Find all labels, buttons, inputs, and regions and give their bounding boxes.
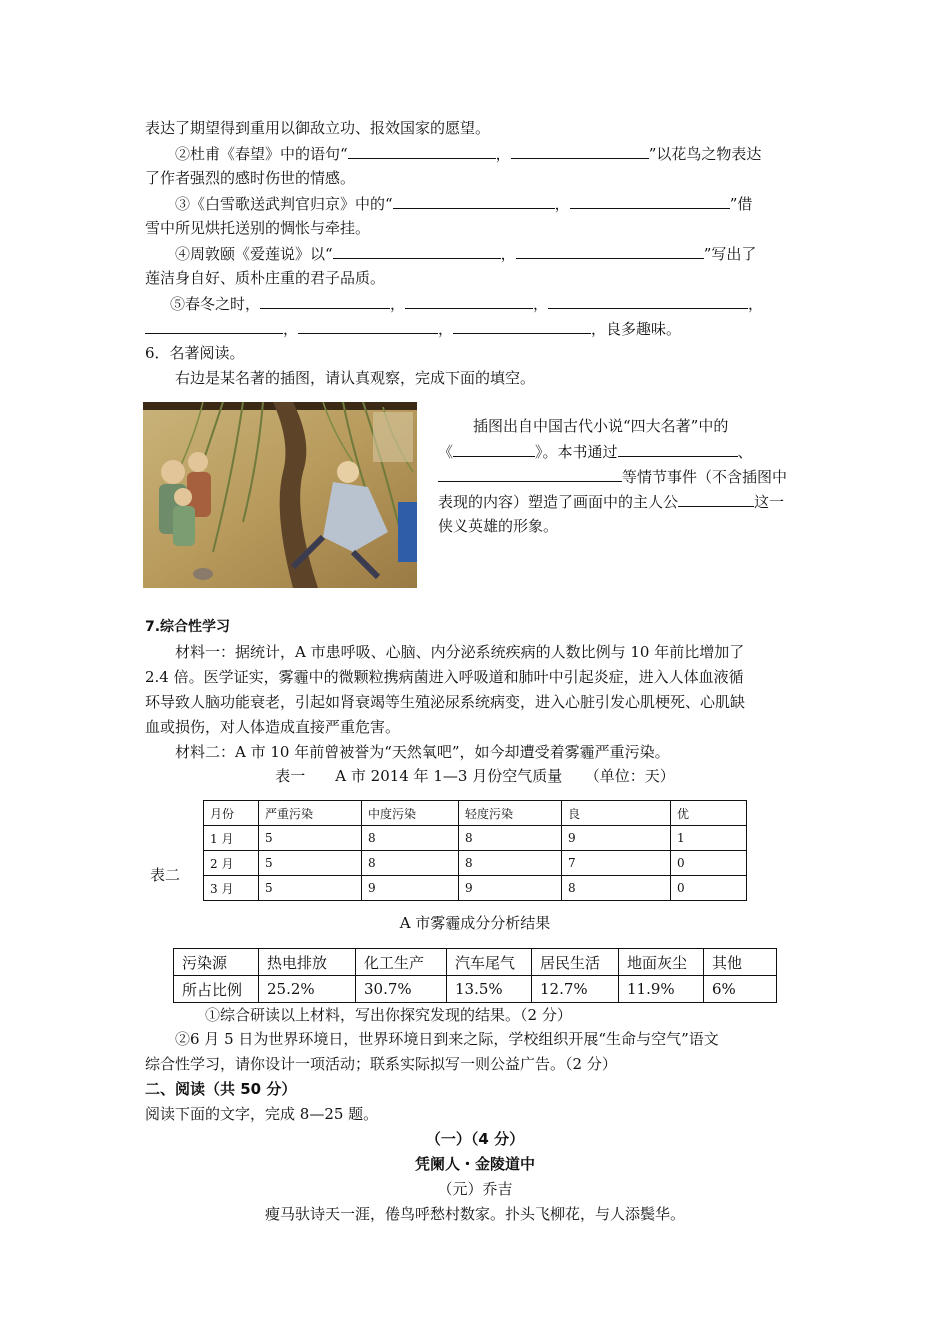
table-header: 轻度污染 xyxy=(459,801,562,826)
table-header: 中度污染 xyxy=(362,801,459,826)
table-cell: 9 xyxy=(562,826,671,851)
answer-blank[interactable] xyxy=(333,243,501,259)
air-quality-table xyxy=(203,800,747,901)
poem-title: 凭阑人・金陵道中 xyxy=(414,1155,535,1173)
answer-blank[interactable] xyxy=(298,318,438,334)
table-cell: 7 xyxy=(562,851,671,876)
poem-text: 瘦马驮诗天一涯，倦鸟呼愁村数家。扑头飞柳花，与人添鬓华。 xyxy=(264,1205,685,1223)
q6-line-4: 表现的内容）塑造了画面中的主人公 这一 xyxy=(438,493,785,511)
table-cell: 8 xyxy=(459,826,562,851)
table-cell: 6% xyxy=(704,976,777,1003)
answer-blank[interactable] xyxy=(511,143,649,159)
table-header: 化工生产 xyxy=(356,949,447,976)
answer-blank[interactable] xyxy=(516,243,704,259)
task-2: ②6 月 5 日为世界环境日，世界环境日到来之际，学校组织开展“生命与空气”语文 xyxy=(175,1030,719,1048)
table-cell: 13.5% xyxy=(447,976,532,1003)
table-header: 良 xyxy=(562,801,671,826)
q6-line-3: 等情节事件（不含插图中 xyxy=(438,466,787,487)
table-side-label: 表二 xyxy=(150,866,181,884)
table-header: 污染源 xyxy=(174,949,259,976)
table-cell: 8 xyxy=(459,851,562,876)
table-cell: 5 xyxy=(259,851,362,876)
answer-blank[interactable] xyxy=(348,143,496,159)
table-cell: 1 xyxy=(671,826,747,851)
answer-blank[interactable] xyxy=(570,193,730,209)
answer-blank[interactable] xyxy=(405,293,533,309)
smog-composition-table xyxy=(173,948,777,1003)
part-2-intro: 阅读下面的文字，完成 8—25 题。 xyxy=(145,1105,379,1123)
material-1: 2.4 倍。医学证实，雾霾中的微颗粒携病菌进入呼吸道和肺叶中引起炎症，进入人体血液循 xyxy=(145,668,744,686)
q6-intro: 右边是某名著的插图，请认真观察，完成下面的填空。 xyxy=(175,369,536,387)
table-cell: 3 月 xyxy=(204,876,259,901)
table-cell: 1 月 xyxy=(204,826,259,851)
table-cell: 2 月 xyxy=(204,851,259,876)
table-cell: 8 xyxy=(362,851,459,876)
question-5-cont: ， ， ，良多趣味。 xyxy=(145,318,681,339)
question-2: ②杜甫《春望》中的语句“ ， ”以花鸟之物表达 xyxy=(175,145,762,163)
table-cell: 0 xyxy=(671,876,747,901)
table-cell: 5 xyxy=(259,826,362,851)
table-header: 热电排放 xyxy=(259,949,356,976)
material-1: 材料一：据统计，A 市患呼吸、心脑、内分泌系统疾病的人数比例与 10 年前比增加了 xyxy=(175,643,745,661)
book-title-blank[interactable] xyxy=(453,441,535,457)
table2-caption: A 市雾霾成分分析结果 xyxy=(399,914,551,932)
table-cell: 25.2% xyxy=(259,976,356,1003)
table-cell: 12.7% xyxy=(532,976,619,1003)
question-3: ③《白雪歌送武判官归京》中的“ ， ”借 xyxy=(175,195,753,213)
table-header-row xyxy=(174,949,777,976)
table-row xyxy=(204,876,747,901)
question-5: ⑤春冬之时， ， ， ， xyxy=(170,295,764,313)
answer-blank[interactable] xyxy=(548,293,748,309)
material-1: 环导致人脑功能衰老，引起如肾衰竭等生殖泌尿系统病变，进入心脏引发心肌梗死、心肌缺 xyxy=(145,693,746,711)
text-line: 莲洁身自好、质朴庄重的君子品质。 xyxy=(145,269,386,287)
q6-title: 6．名著阅读。 xyxy=(145,344,245,362)
table-cell: 9 xyxy=(362,876,459,901)
table-row xyxy=(204,826,747,851)
hero-name-blank[interactable] xyxy=(678,491,754,507)
text-line: 了作者强烈的感时伤世的情感。 xyxy=(145,169,356,187)
table-header: 居民生活 xyxy=(532,949,619,976)
text-line: 雪中所见烘托送别的惆怅与牵挂。 xyxy=(145,219,371,237)
material-1: 血或损伤，对人体造成直接严重危害。 xyxy=(145,718,401,736)
table-cell: 0 xyxy=(671,851,747,876)
task-2: 综合性学习，请你设计一项活动；联系实际拟写一则公益广告。（2 分） xyxy=(145,1055,617,1073)
section-heading: （一）（4 分） xyxy=(425,1130,525,1148)
q7-title: 7.综合性学习 xyxy=(145,619,231,635)
table1-caption: 表一 A 市 2014 年 1—3 月份空气质量 （单位：天） xyxy=(275,767,675,785)
table-header: 其他 xyxy=(704,949,777,976)
text-line: 表达了期望得到重用以御敌立功、报效国家的愿望。 xyxy=(145,119,491,137)
table-cell: 9 xyxy=(459,876,562,901)
table-header: 严重污染 xyxy=(259,801,362,826)
table-header: 汽车尾气 xyxy=(447,949,532,976)
answer-blank[interactable] xyxy=(260,293,390,309)
table-header: 月份 xyxy=(204,801,259,826)
table-header-row xyxy=(204,801,747,826)
part-2-heading: 二、阅读（共 50 分） xyxy=(145,1080,297,1098)
table-row xyxy=(204,851,747,876)
poem-author: （元）乔吉 xyxy=(437,1180,513,1198)
table-cell: 8 xyxy=(362,826,459,851)
answer-blank[interactable] xyxy=(438,466,622,482)
answer-blank[interactable] xyxy=(453,318,591,334)
table-header: 优 xyxy=(671,801,747,826)
q6-text: 插图出自中国古代小说“四大名著”中的 xyxy=(473,417,729,435)
answer-blank[interactable] xyxy=(393,193,555,209)
task-1: ①综合研读以上材料，写出你探究发现的结果。（2 分） xyxy=(205,1006,572,1024)
q6-line-2: 《 》。本书通过 、 xyxy=(438,443,753,461)
material-2: 材料二：A 市 10 年前曾被誉为“天然氧吧”，如今却遭受着雾霾严重污染。 xyxy=(175,743,670,761)
question-4: ④周敦颐《爱莲说》以“ ， ”写出了 xyxy=(175,245,757,263)
table-row xyxy=(174,976,777,1003)
table-cell: 所占比例 xyxy=(174,976,259,1003)
answer-blank[interactable] xyxy=(618,441,738,457)
answer-blank[interactable] xyxy=(145,318,283,334)
table-cell: 5 xyxy=(259,876,362,901)
table-cell: 11.9% xyxy=(619,976,704,1003)
table-cell: 30.7% xyxy=(356,976,447,1003)
table-cell: 8 xyxy=(562,876,671,901)
novel-illustration-image xyxy=(143,402,417,588)
table-header: 地面灰尘 xyxy=(619,949,704,976)
q6-text: 侠义英雄的形象。 xyxy=(438,517,559,535)
